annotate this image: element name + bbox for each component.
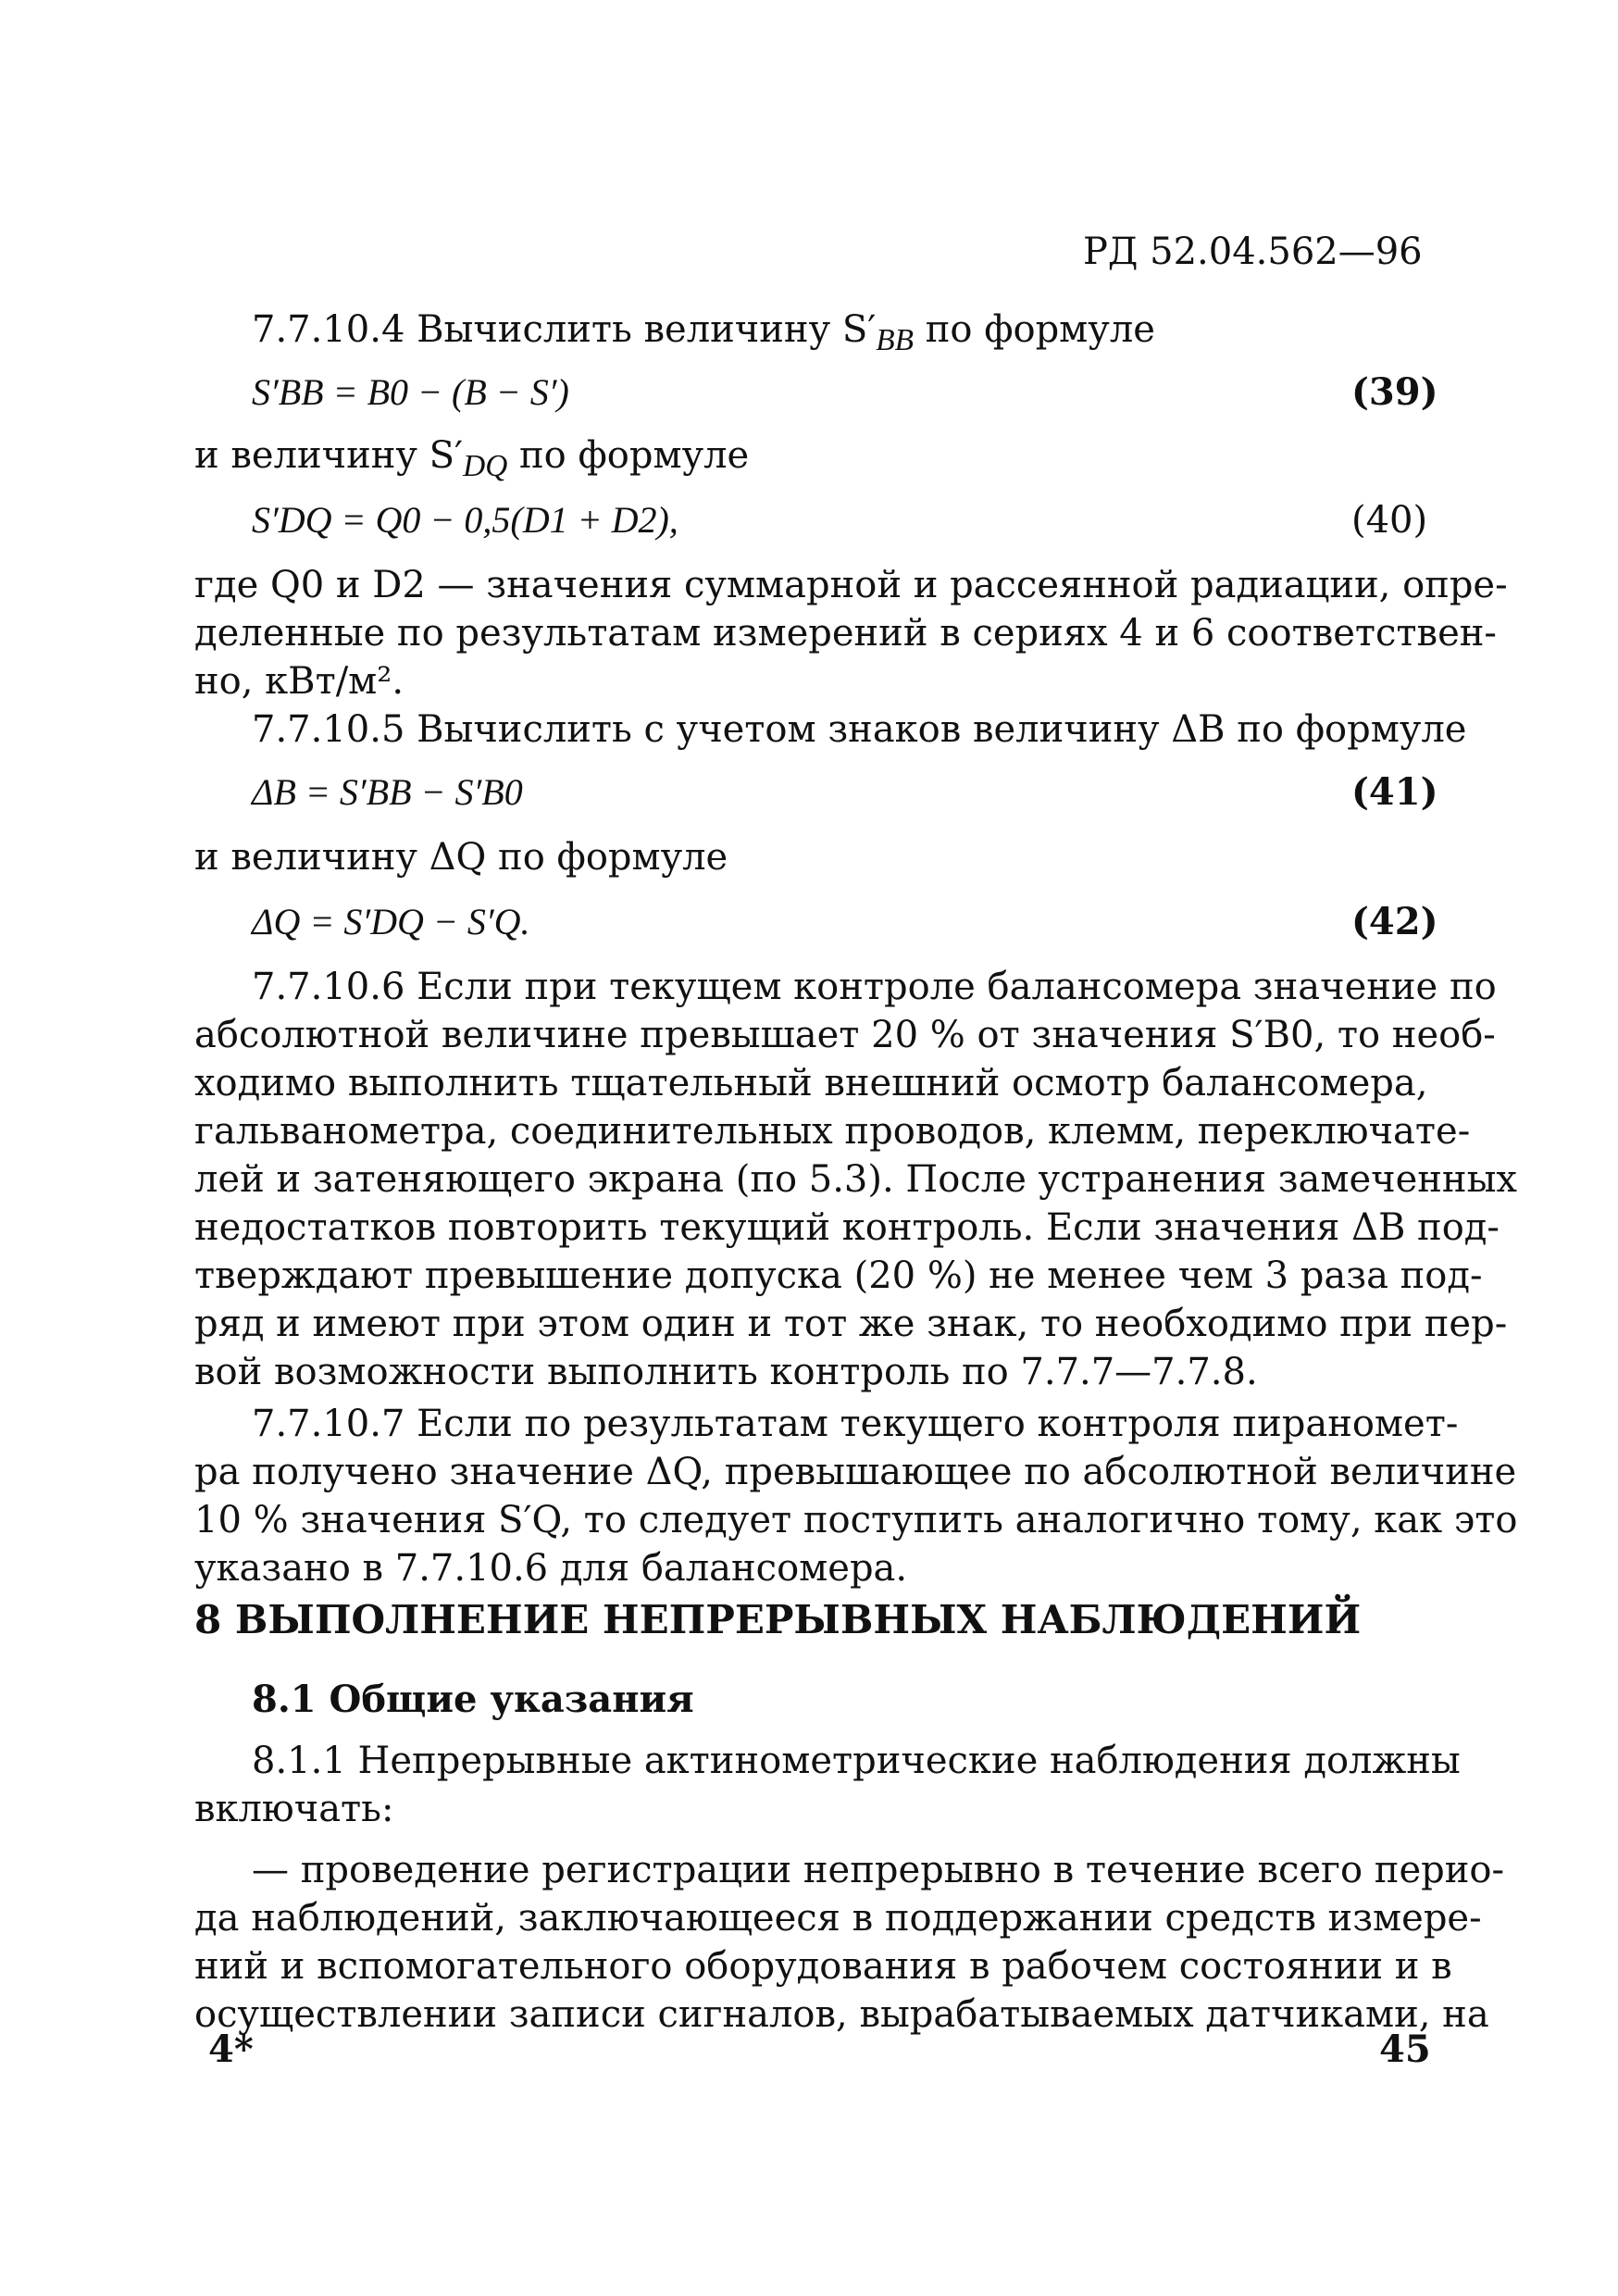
equation-number-42: (42) [1351, 900, 1438, 943]
equation-number-39: (39) [1351, 370, 1438, 414]
paragraph-line: недостатков повторить текущий контроль. Если значения ΔB под- [194, 1206, 1500, 1249]
paragraph-line: 10 % значения S′Q, то следует поступить аналогично тому, как это [194, 1499, 1518, 1541]
signature-mark: 4* [208, 2028, 254, 2071]
paragraph-line: тверждают превышение допуска (20 %) не менее чем 3 раза под- [194, 1254, 1483, 1297]
paragraph-line: вой возможности выполнить контроль по 7.7.7—7.7.8. [194, 1351, 1258, 1393]
document-code: РД 52.04.562—96 [1083, 231, 1423, 273]
paragraph-line: ний и вспомогательного оборудования в рабочем состоянии и в [194, 1945, 1452, 1988]
paragraph-line: но, кВт/м². [194, 660, 404, 703]
paragraph-line: деленные по результатам измерений в сериях 4 и 6 соответствен- [194, 612, 1497, 655]
section-heading: 8 ВЫПОЛНЕНИЕ НЕПРЕРЫВНЫХ НАБЛЮДЕНИЙ [194, 1597, 1362, 1642]
paragraph-line: абсолютной величине превышает 20 % от значения S′B0, то необ- [194, 1014, 1496, 1056]
paragraph-line: 7.7.10.4 Вычислить величину $S'_{BB}$ по формуле [252, 308, 1155, 357]
equation-number-40: (40) [1351, 499, 1428, 542]
paragraph-line: и величину ΔQ по формуле [194, 836, 728, 879]
formula-40: S′DQ = Q0 − 0,5(D1 + D2), [252, 499, 678, 541]
paragraph-line: лей и затеняющего экрана (по 5.3). После устранения замеченных [194, 1158, 1517, 1201]
formula-42: ΔQ = S′DQ − S′Q. [252, 901, 530, 942]
paragraph-line: ряд и имеют при этом один и тот же знак, то необходимо при пер- [194, 1303, 1508, 1345]
equation-number-41: (41) [1351, 770, 1438, 814]
paragraph-line: 7.7.10.6 Если при текущем контроле балансомера значение по [252, 966, 1497, 1008]
paragraph-line: ра получено значение ΔQ, превышающее по абсолютной величине [194, 1451, 1517, 1493]
paragraph-line: 7.7.10.5 Вычислить с учетом знаков величину ΔB по формуле [252, 708, 1467, 751]
paragraph-line: осуществлении записи сигналов, вырабатываемых датчиками, на [194, 1993, 1489, 2036]
paragraph-line: где Q0 и D2 — значения суммарной и рассеянной радиации, опре- [194, 564, 1508, 606]
paragraph-line: и величину $S'_{DQ}$ по формуле [194, 434, 750, 483]
subsection-heading: 8.1 Общие указания [252, 1678, 694, 1721]
paragraph-line: гальванометра, соединительных проводов, клемм, переключате- [194, 1110, 1471, 1153]
paragraph-line: да наблюдений, заключающееся в поддержании средств измере- [194, 1897, 1482, 1940]
paragraph-line: 8.1.1 Непрерывные актинометрические наблюдения должны [252, 1740, 1461, 1782]
paragraph-line: 7.7.10.7 Если по результатам текущего контроля пираномет- [252, 1403, 1459, 1445]
page-number: 45 [1379, 2028, 1431, 2071]
paragraph-line: — проведение регистрации непрерывно в течение всего перио- [252, 1849, 1504, 1891]
formula-41: ΔB = S′BB − S′B0 [252, 771, 523, 813]
paragraph-line: ходимо выполнить тщательный внешний осмотр балансомера, [194, 1062, 1428, 1104]
formula-39: S′BB = B0 − (B − S′) [252, 371, 569, 413]
paragraph-line: включать: [194, 1788, 394, 1830]
paragraph-line: указано в 7.7.10.6 для балансомера. [194, 1547, 908, 1590]
